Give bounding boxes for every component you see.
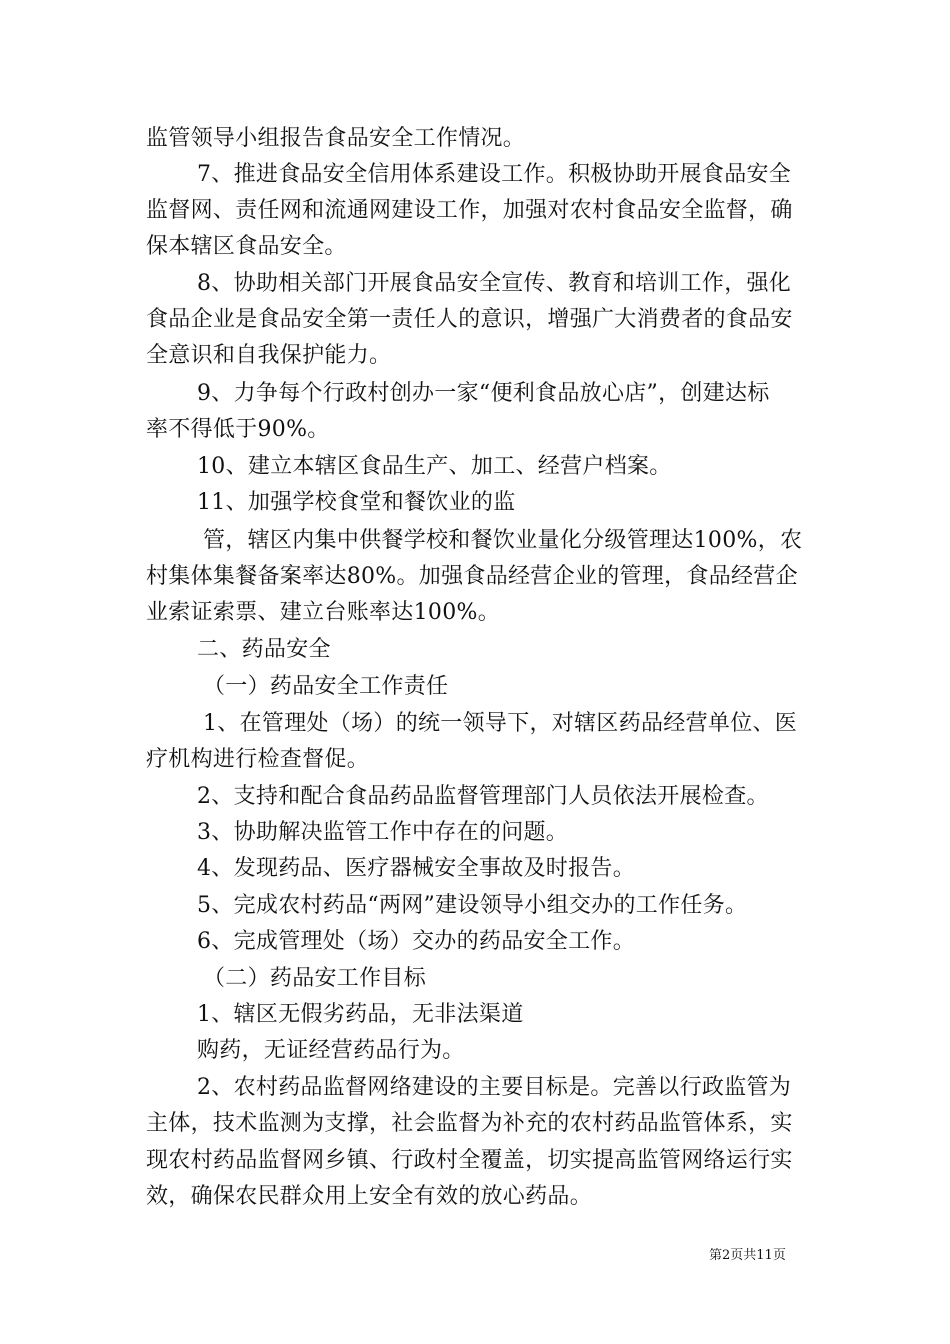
text-line: 食品企业是食品安全第一责任人的意识，增强广大消费者的食品安	[146, 307, 793, 332]
text-line: 5、完成农村药品“两网”建设领导小组交办的工作任务。	[197, 893, 748, 918]
text-line: 业索证索票、建立台账率达100%。	[146, 600, 500, 625]
text-line: 9、力争每个行政村创办一家“便利食品放心店”，创建达标	[197, 381, 770, 406]
text-line: 管，辖区内集中供餐学校和餐饮业量化分级管理达100%，农	[203, 528, 803, 553]
text-line: 11、加强学校食堂和餐饮业的监	[197, 490, 516, 515]
subsection-heading: （一）药品安全工作责任	[203, 674, 449, 699]
text-line: 疗机构进行检查督促。	[146, 747, 370, 772]
text-line: 6、完成管理处（场）交办的药品安全工作。	[197, 929, 635, 954]
text-line: 3、协助解决监管工作中存在的问题。	[197, 820, 569, 845]
text-line: 7、推进食品安全信用体系建设工作。积极协助开展食品安全	[197, 162, 792, 187]
text-line: 2、农村药品监督网络建设的主要目标是。完善以行政监管为	[197, 1075, 792, 1100]
section-heading: 二、药品安全	[197, 637, 331, 662]
text-line: 现农村药品监督网乡镇、行政村全覆盖，切实提高监管网络运行实	[146, 1148, 793, 1173]
text-line: 监督网、责任网和流通网建设工作，加强对农村食品安全监督，确	[146, 198, 793, 223]
page-number: 第2页共11页	[709, 1248, 786, 1263]
text-line: 购药，无证经营药品行为。	[197, 1038, 465, 1063]
text-line: 村集体集餐备案率达80%。加强食品经营企业的管理，食品经营企	[146, 564, 798, 589]
text-line: 率不得低于90%。	[146, 417, 330, 442]
text-line: 监管领导小组报告食品安全工作情况。	[146, 126, 526, 151]
text-line: 全意识和自我保护能力。	[146, 343, 392, 368]
text-line: 1、在管理处（场）的统一领导下，对辖区药品经营单位、医	[203, 711, 798, 736]
text-line: 1、辖区无假劣药品，无非法渠道	[197, 1002, 524, 1027]
text-line: 主体，技术监测为支撑，社会监督为补充的农村药品监管体系，实	[146, 1111, 793, 1136]
text-line: 4、发现药品、医疗器械安全事故及时报告。	[197, 856, 635, 881]
text-line: 保本辖区食品安全。	[146, 234, 347, 259]
text-line: 效，确保农民群众用上安全有效的放心药品。	[146, 1184, 593, 1209]
text-line: 2、支持和配合食品药品监督管理部门人员依法开展检查。	[197, 784, 769, 809]
subsection-heading: （二）药品安工作目标	[203, 966, 427, 991]
text-line: 10、建立本辖区食品生产、加工、经营户档案。	[197, 454, 672, 479]
text-line: 8、协助相关部门开展食品安全宣传、教育和培训工作，强化	[197, 271, 792, 296]
